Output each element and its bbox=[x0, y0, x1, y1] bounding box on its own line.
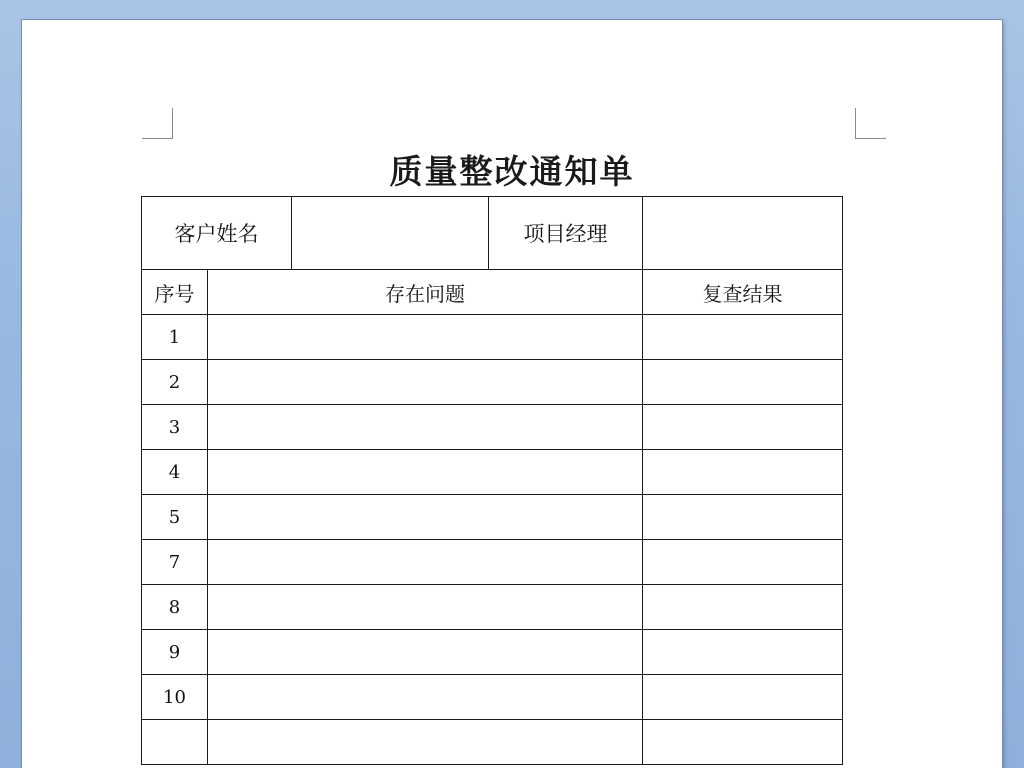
table-row bbox=[142, 720, 843, 765]
row-seq: 1 bbox=[142, 315, 208, 360]
row-result-field[interactable] bbox=[643, 585, 843, 630]
table-row bbox=[142, 495, 843, 540]
row-result-field[interactable] bbox=[643, 630, 843, 675]
row-seq: 4 bbox=[142, 450, 208, 495]
row-result-field[interactable] bbox=[643, 315, 843, 360]
row-result-field[interactable] bbox=[643, 675, 843, 720]
row-issue-field[interactable] bbox=[208, 585, 643, 630]
row-result-field[interactable] bbox=[643, 405, 843, 450]
margin-corner-mark-right bbox=[855, 108, 886, 139]
row-seq: 2 bbox=[142, 360, 208, 405]
row-result-field[interactable] bbox=[643, 495, 843, 540]
row-result-field[interactable] bbox=[643, 360, 843, 405]
row-seq: 3 bbox=[142, 405, 208, 450]
project-manager-label: 项目经理 bbox=[489, 197, 643, 270]
column-header-result: 复查结果 bbox=[643, 270, 843, 315]
row-seq: 8 bbox=[142, 585, 208, 630]
table-row bbox=[142, 450, 843, 495]
row-seq bbox=[142, 720, 208, 765]
row-issue-field[interactable] bbox=[208, 360, 643, 405]
table-row bbox=[142, 315, 843, 360]
table-row bbox=[142, 405, 843, 450]
row-result-field[interactable] bbox=[643, 720, 843, 765]
row-result-field[interactable] bbox=[643, 450, 843, 495]
rectification-form-table bbox=[141, 196, 843, 765]
row-issue-field[interactable] bbox=[208, 405, 643, 450]
project-manager-field[interactable] bbox=[643, 197, 843, 270]
customer-name-field[interactable] bbox=[292, 197, 489, 270]
document-title[interactable]: 质量整改通知单 bbox=[389, 152, 635, 191]
customer-name-label: 客户姓名 bbox=[142, 197, 292, 270]
row-issue-field[interactable] bbox=[208, 630, 643, 675]
table-row bbox=[142, 540, 843, 585]
row-seq: 10 bbox=[142, 675, 208, 720]
column-header-issue: 存在问题 bbox=[208, 270, 643, 315]
row-issue-field[interactable] bbox=[208, 495, 643, 540]
table-row bbox=[142, 360, 843, 405]
row-issue-field[interactable] bbox=[208, 540, 643, 585]
row-issue-field[interactable] bbox=[208, 450, 643, 495]
row-result-field[interactable] bbox=[643, 540, 843, 585]
table-row bbox=[142, 585, 843, 630]
row-seq: 7 bbox=[142, 540, 208, 585]
margin-corner-mark-left bbox=[142, 108, 173, 139]
table-row bbox=[142, 675, 843, 720]
form-header-row bbox=[142, 197, 843, 270]
table-row bbox=[142, 630, 843, 675]
row-issue-field[interactable] bbox=[208, 720, 643, 765]
row-issue-field[interactable] bbox=[208, 315, 643, 360]
column-header-row bbox=[142, 270, 843, 315]
column-header-seq: 序号 bbox=[142, 270, 208, 315]
row-issue-field[interactable] bbox=[208, 675, 643, 720]
row-seq: 5 bbox=[142, 495, 208, 540]
row-seq: 9 bbox=[142, 630, 208, 675]
